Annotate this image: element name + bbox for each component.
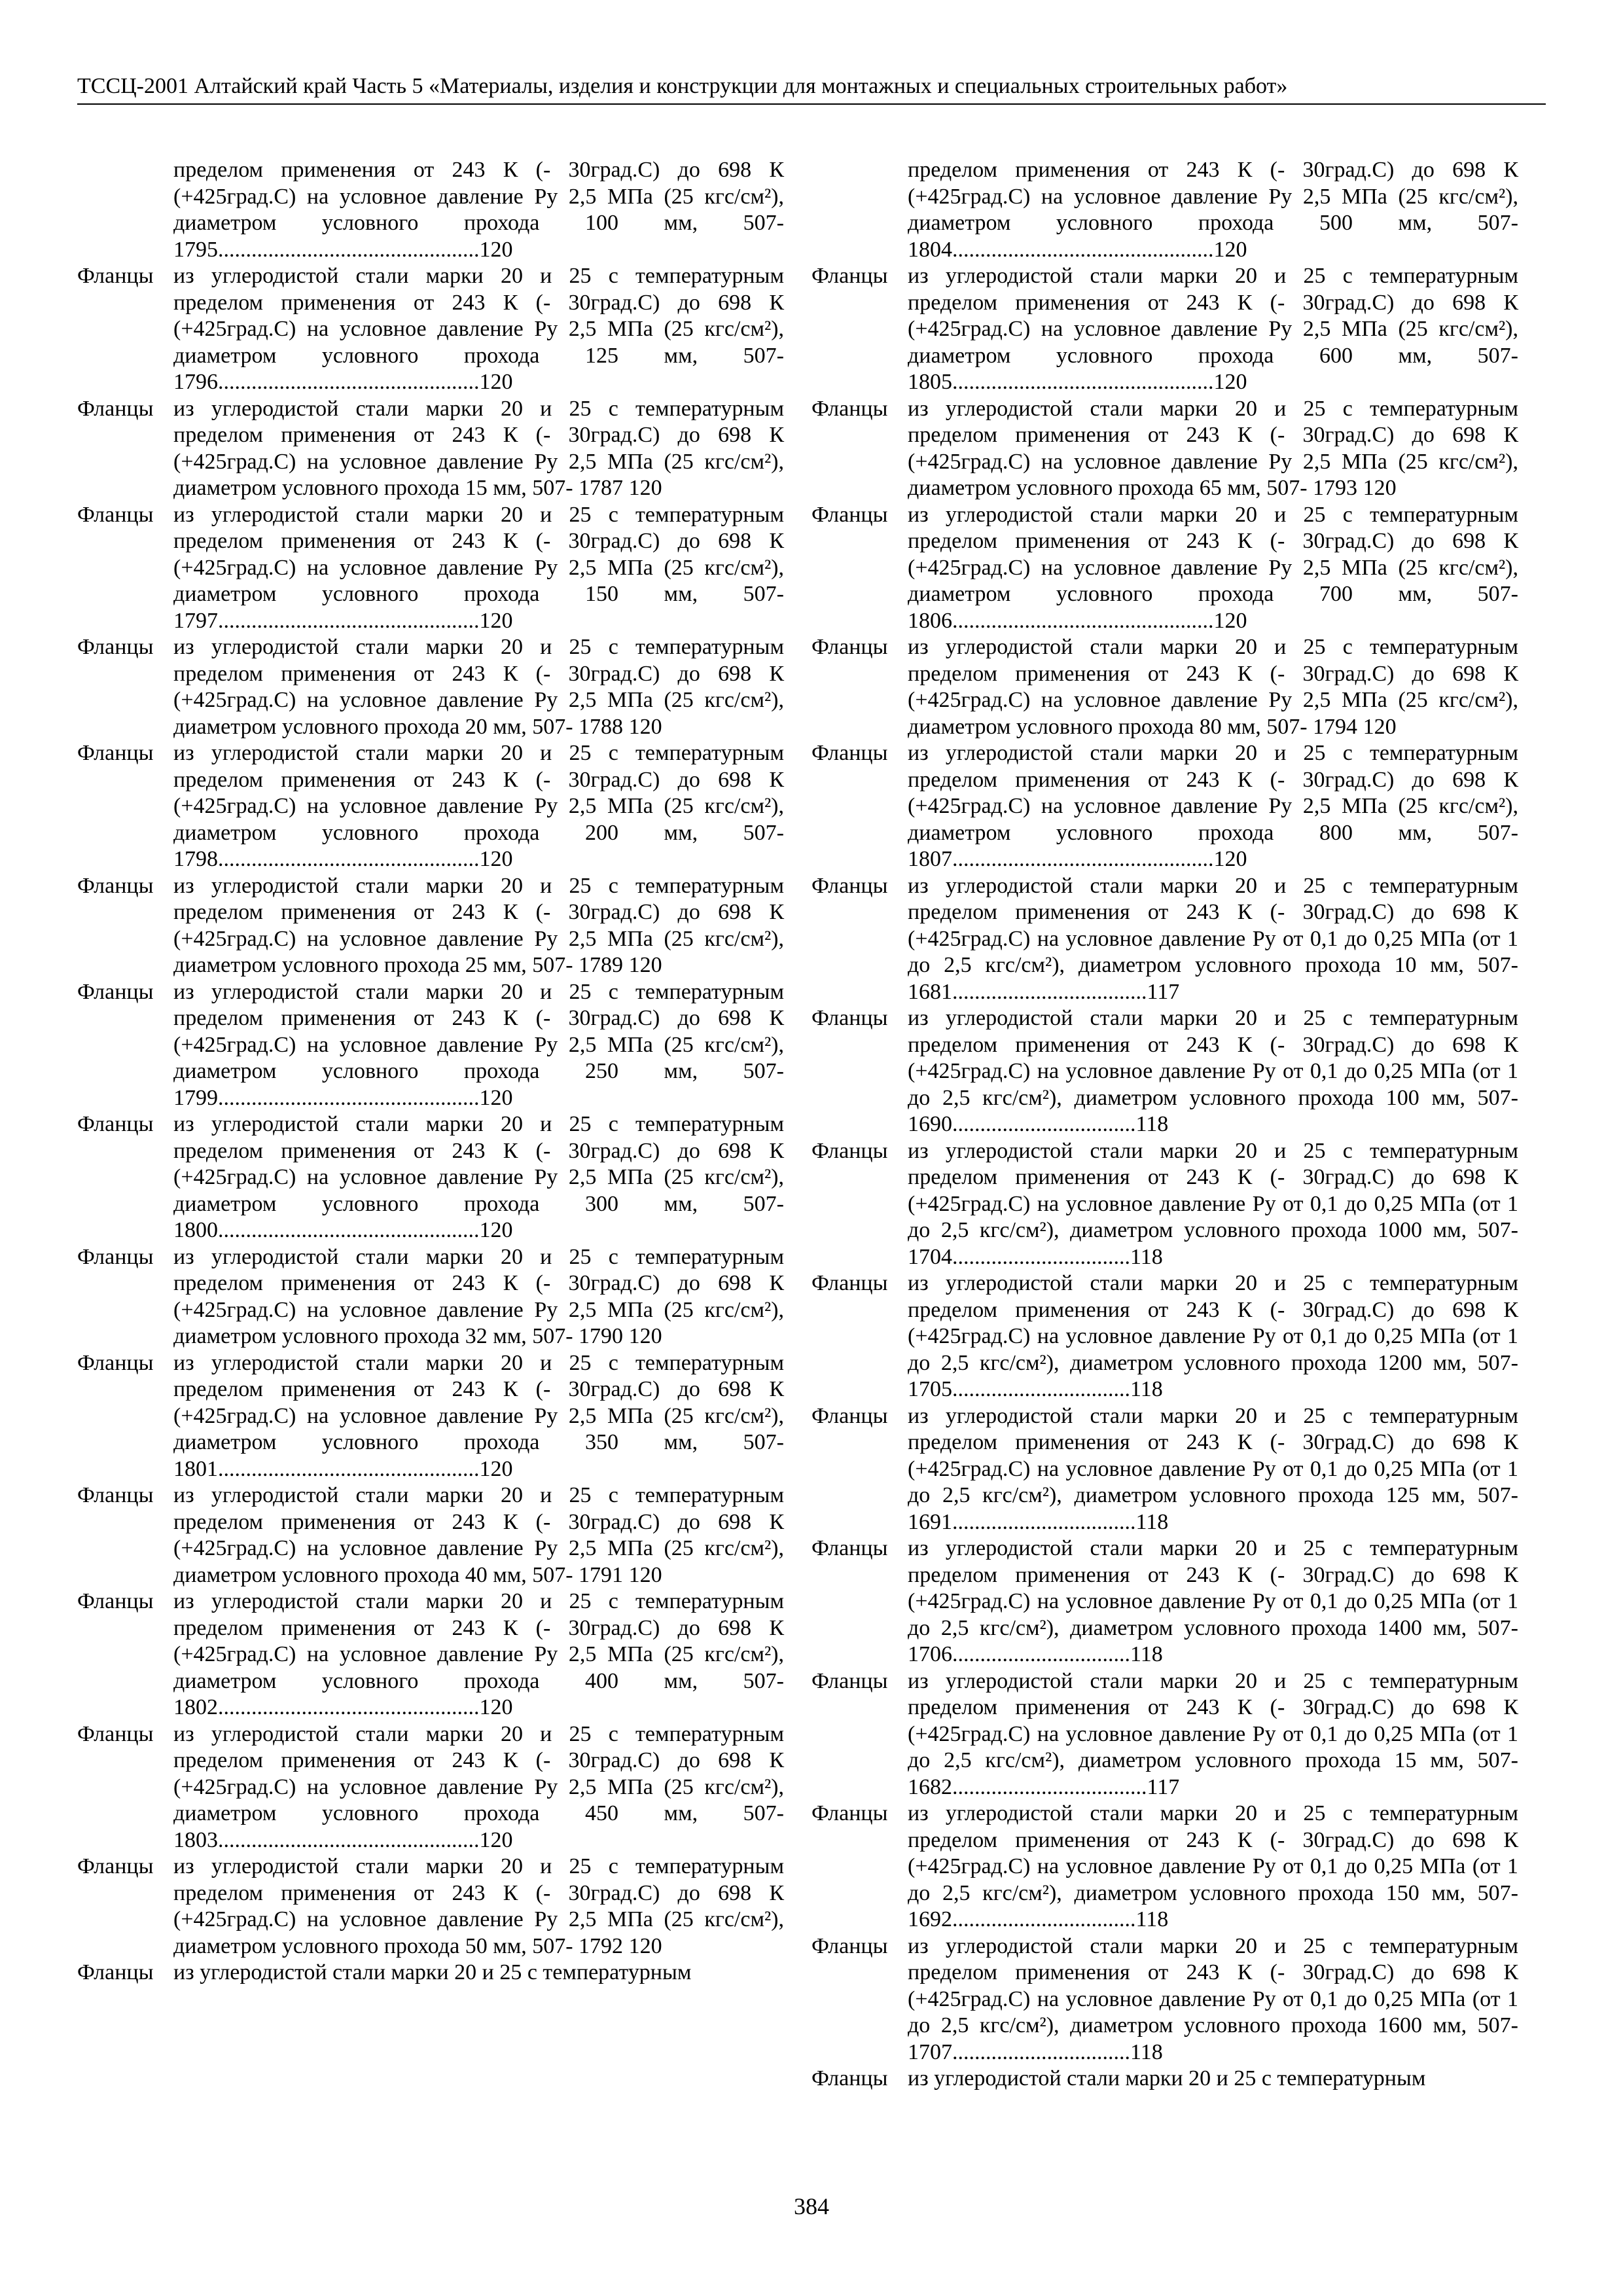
entry-lead-word: Фланцы bbox=[77, 1244, 154, 1269]
page-header: ТССЦ-2001 Алтайский край Часть 5 «Материалы, изделия и конструкции для монтажных и специальных строительных работ» bbox=[77, 72, 1546, 105]
entry-description: из углеродистой стали марки 20 и 25 с температурным пределом применения от 243 К (- 30град.С) до 698 К (+425град.С) на условное давление Ру 2,5 МПа (25 кгс/см²), диаметром условного прохода 25 мм, 507- 1789 bbox=[173, 873, 784, 977]
leader-dots: ............................................... bbox=[218, 1085, 480, 1110]
index-entry bbox=[812, 1403, 1518, 1536]
entry-page-ref: 118 bbox=[1135, 1509, 1169, 1534]
index-entry bbox=[77, 634, 784, 740]
entry-description: из углеродистой стали марки 20 и 25 с температурным пределом применения от 243 К (- 30град.С) до 698 К (+425град.С) на условное давление Ру 2,5 МПа (25 кгс/см²), диаметром условного прохода 50 мм, 507- 1792 bbox=[173, 1854, 784, 1958]
index-entry bbox=[77, 396, 784, 502]
entry-page-ref: 120 bbox=[1363, 476, 1397, 500]
leader-dots: ................................. bbox=[952, 1112, 1136, 1136]
entry-lead-word: Фланцы bbox=[812, 2066, 888, 2090]
entry-lead-word: Фланцы bbox=[77, 741, 154, 765]
leader-dots: ................................ bbox=[952, 1642, 1130, 1666]
entry-lead-word: Фланцы bbox=[77, 1483, 154, 1507]
leader-dots: ............................................... bbox=[218, 1695, 480, 1719]
entry-description: из углеродистой стали марки 20 и 25 с температурным пределом применения от 243 К (- 30град.С) до 698 К (+425град.С) на условное давление Ру 2,5 МПа (25 кгс/см²), диаметром условного прохода 80 мм, 507- 1794 bbox=[908, 635, 1518, 739]
index-entry bbox=[812, 2066, 1518, 2092]
leader-dots: ................................ bbox=[952, 1244, 1130, 1269]
entry-lead-word: Фланцы bbox=[812, 264, 888, 288]
entry-lead-word: Фланцы bbox=[77, 1589, 154, 1613]
index-entry bbox=[812, 1933, 1518, 2066]
entry-lead-word: Фланцы bbox=[77, 264, 154, 288]
entry-description: из углеродистой стали марки 20 и 25 с температурным bbox=[908, 2066, 1426, 2090]
entry-page-ref: 120 bbox=[479, 1695, 513, 1719]
index-entry bbox=[812, 1535, 1518, 1668]
entry-description: из углеродистой стали марки 20 и 25 с температурным пределом применения от 243 К (- 30град.С) до 698 К (+425град.С) на условное давление Ру 2,5 МПа (25 кгс/см²), диаметром условного прохода 20 мм, 507- 1788 bbox=[173, 635, 784, 739]
entry-description: из углеродистой стали марки 20 и 25 с температурным пределом применения от 243 К (- 30град.С) до 698 К (+425град.С) на условное давление Ру 2,5 МПа (25 кгс/см²), диаметром условного прохода 600 мм, 507-1805 bbox=[908, 264, 1518, 394]
entry-page-ref: 118 bbox=[1130, 1642, 1163, 1666]
entry-description: пределом применения от 243 К (- 30град.С) до 698 К (+425град.С) на условное давление Ру 2,5 МПа (25 кгс/см²), диаметром условного прохода 100 мм, 507-1795 bbox=[173, 158, 784, 262]
index-entry bbox=[77, 740, 784, 873]
entry-lead-word: Фланцы bbox=[77, 635, 154, 659]
entry-lead-word: Фланцы bbox=[812, 502, 888, 527]
entry-page-ref: 120 bbox=[1363, 714, 1397, 739]
index-entry bbox=[77, 263, 784, 396]
entry-page-ref: 118 bbox=[1130, 1244, 1163, 1269]
entry-description: из углеродистой стали марки 20 и 25 с температурным пределом применения от 243 К (- 30град.С) до 698 К (+425град.С) на условное давление Ру 2,5 МПа (25 кгс/см²), диаметром условного прохода 200 мм, 507-1798 bbox=[173, 741, 784, 871]
entry-description: из углеродистой стали марки 20 и 25 с температурным пределом применения от 243 К (- 30град.С) до 698 К (+425град.С) на условное давление Ру от 0,1 до 0,25 МПа (от 1 до 2,5 кгс/см²), диаметром условного прохода 1600 мм, 507- 1707 bbox=[908, 1933, 1518, 2064]
entry-lead-word: Фланцы bbox=[812, 1536, 888, 1560]
entry-lead-word: Фланцы bbox=[77, 979, 154, 1004]
leader-dots: ............................................... bbox=[952, 847, 1214, 871]
entry-lead-word: Фланцы bbox=[812, 741, 888, 765]
leader-dots: ................................... bbox=[952, 1774, 1147, 1799]
leader-dots: ................................... bbox=[952, 979, 1147, 1004]
index-entry bbox=[77, 1244, 784, 1350]
entry-page-ref: 118 bbox=[1135, 1112, 1169, 1136]
entry-page-ref: 120 bbox=[1213, 237, 1247, 262]
entry-description: из углеродистой стали марки 20 и 25 с температурным bbox=[173, 1960, 692, 1984]
right-column bbox=[812, 157, 1518, 2092]
index-entry bbox=[77, 979, 784, 1112]
index-entry bbox=[812, 1801, 1518, 1933]
entry-lead-word: Фланцы bbox=[812, 1271, 888, 1295]
leader-dots: ................................ bbox=[952, 1377, 1130, 1401]
entry-page-ref: 118 bbox=[1135, 1907, 1169, 1931]
entry-description: из углеродистой стали марки 20 и 25 с температурным пределом применения от 243 К (- 30град.С) до 698 К (+425град.С) на условное давление Ру 2,5 МПа (25 кгс/см²), диаметром условного прохода 40 мм, 507- 1791 bbox=[173, 1483, 784, 1587]
entry-lead-word: Фланцы bbox=[77, 1112, 154, 1136]
index-entry bbox=[77, 157, 784, 263]
index-entry bbox=[812, 873, 1518, 1006]
entry-page-ref: 120 bbox=[479, 237, 513, 262]
index-entry bbox=[77, 1588, 784, 1721]
entry-lead-word: Фланцы bbox=[812, 1403, 888, 1428]
entry-page-ref: 118 bbox=[1130, 1377, 1163, 1401]
index-entry bbox=[812, 396, 1518, 502]
index-entry bbox=[812, 1005, 1518, 1138]
entry-description: из углеродистой стали марки 20 и 25 с температурным пределом применения от 243 К (- 30град.С) до 698 К (+425град.С) на условное давление Ру от 0,1 до 0,25 МПа (от 1 до 2,5 кгс/см²), диаметром условного прохода 100 мм, 507- 1690 bbox=[908, 1006, 1518, 1136]
entry-page-ref: 120 bbox=[1213, 608, 1247, 633]
entry-page-ref: 120 bbox=[479, 608, 513, 633]
entry-lead-word: Фланцы bbox=[77, 1854, 154, 1878]
index-entry bbox=[812, 1138, 1518, 1271]
entry-lead-word: Фланцы bbox=[812, 396, 888, 421]
entry-description: из углеродистой стали марки 20 и 25 с температурным пределом применения от 243 К (- 30град.С) до 698 К (+425град.С) на условное давление Ру от 0,1 до 0,25 МПа (от 1 до 2,5 кгс/см²), диаметром условного прохода 1200 мм, 507- 1705 bbox=[908, 1271, 1518, 1401]
entry-page-ref: 120 bbox=[628, 1324, 662, 1348]
entry-description: пределом применения от 243 К (- 30град.С) до 698 К (+425град.С) на условное давление Ру 2,5 МПа (25 кгс/см²), диаметром условного прохода 500 мм, 507-1804 bbox=[908, 158, 1518, 262]
entry-page-ref: 120 bbox=[628, 953, 662, 977]
entry-lead-word: Фланцы bbox=[77, 502, 154, 527]
entry-lead-word: Фланцы bbox=[812, 1668, 888, 1693]
entry-page-ref: 120 bbox=[1213, 370, 1247, 394]
entry-page-ref: 120 bbox=[628, 1933, 662, 1958]
entry-page-ref: 120 bbox=[479, 847, 513, 871]
index-entry bbox=[77, 1111, 784, 1244]
index-entry bbox=[77, 1721, 784, 1854]
entry-lead-word: Фланцы bbox=[812, 873, 888, 898]
leader-dots: ............................................... bbox=[952, 237, 1214, 262]
entry-page-ref: 120 bbox=[479, 1218, 513, 1242]
entry-description: из углеродистой стали марки 20 и 25 с температурным пределом применения от 243 К (- 30град.С) до 698 К (+425град.С) на условное давление Ру 2,5 МПа (25 кгс/см²), диаметром условного прохода 400 мм, 507-1802 bbox=[173, 1589, 784, 1719]
leader-dots: ............................................... bbox=[218, 237, 480, 262]
index-entry bbox=[812, 157, 1518, 263]
entry-page-ref: 120 bbox=[479, 1456, 513, 1481]
entry-page-ref: 120 bbox=[628, 476, 662, 500]
entry-page-ref: 120 bbox=[628, 714, 662, 739]
leader-dots: ............................................... bbox=[218, 1218, 480, 1242]
index-entry bbox=[812, 1270, 1518, 1403]
entry-lead-word: Фланцы bbox=[77, 396, 154, 421]
entry-description: из углеродистой стали марки 20 и 25 с температурным пределом применения от 243 К (- 30град.С) до 698 К (+425град.С) на условное давление Ру 2,5 МПа (25 кгс/см²), диаметром условного прохода 450 мм, 507-1803 bbox=[173, 1721, 784, 1852]
entry-description: из углеродистой стали марки 20 и 25 с температурным пределом применения от 243 К (- 30град.С) до 698 К (+425град.С) на условное давление Ру от 0,1 до 0,25 МПа (от 1 до 2,5 кгс/см²), диаметром условного прохода 1000 мм, 507- 1704 bbox=[908, 1138, 1518, 1269]
index-entry bbox=[77, 873, 784, 979]
entry-description: из углеродистой стали марки 20 и 25 с температурным пределом применения от 243 К (- 30град.С) до 698 К (+425град.С) на условное давление Ру 2,5 МПа (25 кгс/см²), диаметром условного прохода 125 мм, 507-1796 bbox=[173, 264, 784, 394]
index-entry bbox=[812, 1668, 1518, 1801]
entry-lead-word: Фланцы bbox=[77, 873, 154, 898]
entry-description: из углеродистой стали марки 20 и 25 с температурным пределом применения от 243 К (- 30град.С) до 698 К (+425град.С) на условное давление Ру 2,5 МПа (25 кгс/см²), диаметром условного прохода 65 мм, 507- 1793 bbox=[908, 396, 1518, 500]
index-entry bbox=[812, 502, 1518, 635]
entry-page-ref: 117 bbox=[1147, 979, 1180, 1004]
index-entry bbox=[77, 1960, 784, 1986]
leader-dots: ............................................... bbox=[952, 608, 1214, 633]
entry-lead-word: Фланцы bbox=[812, 1801, 888, 1825]
entry-lead-word: Фланцы bbox=[812, 1138, 888, 1163]
entry-lead-word: Фланцы bbox=[77, 1721, 154, 1746]
leader-dots: ............................................... bbox=[218, 370, 480, 394]
leader-dots: ............................................... bbox=[218, 1827, 480, 1852]
index-entry bbox=[812, 263, 1518, 396]
leader-dots: ................................. bbox=[952, 1509, 1136, 1534]
entry-page-ref: 120 bbox=[628, 1562, 662, 1587]
leader-dots: ............................................... bbox=[218, 847, 480, 871]
entry-description: из углеродистой стали марки 20 и 25 с температурным пределом применения от 243 К (- 30град.С) до 698 К (+425град.С) на условное давление Ру 2,5 МПа (25 кгс/см²), диаметром условного прохода 300 мм, 507-1800 bbox=[173, 1112, 784, 1242]
entry-lead-word: Фланцы bbox=[812, 1933, 888, 1958]
entry-page-ref: 118 bbox=[1130, 2039, 1163, 2064]
entry-page-ref: 117 bbox=[1147, 1774, 1180, 1799]
entry-description: из углеродистой стали марки 20 и 25 с температурным пределом применения от 243 К (- 30град.С) до 698 К (+425град.С) на условное давление Ру 2,5 МПа (25 кгс/см²), диаметром условного прохода 800 мм, 507-1807 bbox=[908, 741, 1518, 871]
entry-lead-word: Фланцы bbox=[812, 1006, 888, 1030]
leader-dots: ................................ bbox=[952, 2039, 1130, 2064]
entry-description: из углеродистой стали марки 20 и 25 с температурным пределом применения от 243 К (- 30град.С) до 698 К (+425град.С) на условное давление Ру 2,5 МПа (25 кгс/см²), диаметром условного прохода 350 мм, 507-1801 bbox=[173, 1350, 784, 1481]
entry-lead-word: Фланцы bbox=[77, 1960, 154, 1984]
index-entry bbox=[77, 1854, 784, 1960]
entry-description: из углеродистой стали марки 20 и 25 с температурным пределом применения от 243 К (- 30град.С) до 698 К (+425град.С) на условное давление Ру 2,5 МПа (25 кгс/см²), диаметром условного прохода 250 мм, 507-1799 bbox=[173, 979, 784, 1110]
entry-description: из углеродистой стали марки 20 и 25 с температурным пределом применения от 243 К (- 30град.С) до 698 К (+425град.С) на условное давление Ру от 0,1 до 0,25 МПа (от 1 до 2,5 кгс/см²), диаметром условного прохода 15 мм, 507- 1682 bbox=[908, 1668, 1518, 1799]
index-entry bbox=[77, 1482, 784, 1588]
index-entry bbox=[77, 1350, 784, 1483]
entry-page-ref: 120 bbox=[1213, 847, 1247, 871]
entry-page-ref: 120 bbox=[479, 1085, 513, 1110]
entry-description: из углеродистой стали марки 20 и 25 с температурным пределом применения от 243 К (- 30град.С) до 698 К (+425град.С) на условное давление Ру от 0,1 до 0,25 МПа (от 1 до 2,5 кгс/см²), диаметром условного прохода 1400 мм, 507- 1706 bbox=[908, 1536, 1518, 1666]
entry-lead-word: Фланцы bbox=[77, 1350, 154, 1375]
left-column bbox=[77, 157, 784, 1986]
leader-dots: ............................................... bbox=[952, 370, 1214, 394]
leader-dots: ............................................... bbox=[218, 608, 480, 633]
entry-description: из углеродистой стали марки 20 и 25 с температурным пределом применения от 243 К (- 30град.С) до 698 К (+425град.С) на условное давление Ру от 0,1 до 0,25 МПа (от 1 до 2,5 кгс/см²), диаметром условного прохода 10 мм, 507- 1681 bbox=[908, 873, 1518, 1004]
leader-dots: ............................................... bbox=[218, 1456, 480, 1481]
entry-description: из углеродистой стали марки 20 и 25 с температурным пределом применения от 243 К (- 30град.С) до 698 К (+425град.С) на условное давление Ру от 0,1 до 0,25 МПа (от 1 до 2,5 кгс/см²), диаметром условного прохода 125 мм, 507- 1691 bbox=[908, 1403, 1518, 1534]
entry-description: из углеродистой стали марки 20 и 25 с температурным пределом применения от 243 К (- 30град.С) до 698 К (+425град.С) на условное давление Ру 2,5 МПа (25 кгс/см²), диаметром условного прохода 150 мм, 507-1797 bbox=[173, 502, 784, 633]
entry-page-ref: 120 bbox=[479, 370, 513, 394]
leader-dots: ................................. bbox=[952, 1907, 1136, 1931]
entry-description: из углеродистой стали марки 20 и 25 с температурным пределом применения от 243 К (- 30град.С) до 698 К (+425град.С) на условное давление Ру 2,5 МПа (25 кгс/см²), диаметром условного прохода 15 мм, 507- 1787 bbox=[173, 396, 784, 500]
entry-lead-word: Фланцы bbox=[812, 635, 888, 659]
index-entry bbox=[812, 740, 1518, 873]
entry-description: из углеродистой стали марки 20 и 25 с температурным пределом применения от 243 К (- 30град.С) до 698 К (+425град.С) на условное давление Ру 2,5 МПа (25 кгс/см²), диаметром условного прохода 32 мм, 507- 1790 bbox=[173, 1244, 784, 1348]
page-number: 384 bbox=[794, 2193, 829, 2219]
index-entry bbox=[812, 634, 1518, 740]
entry-page-ref: 120 bbox=[479, 1827, 513, 1852]
index-entry bbox=[77, 502, 784, 635]
entry-description: из углеродистой стали марки 20 и 25 с температурным пределом применения от 243 К (- 30град.С) до 698 К (+425град.С) на условное давление Ру от 0,1 до 0,25 МПа (от 1 до 2,5 кгс/см²), диаметром условного прохода 150 мм, 507- 1692 bbox=[908, 1801, 1518, 1931]
entry-description: из углеродистой стали марки 20 и 25 с температурным пределом применения от 243 К (- 30град.С) до 698 К (+425град.С) на условное давление Ру 2,5 МПа (25 кгс/см²), диаметром условного прохода 700 мм, 507-1806 bbox=[908, 502, 1518, 633]
